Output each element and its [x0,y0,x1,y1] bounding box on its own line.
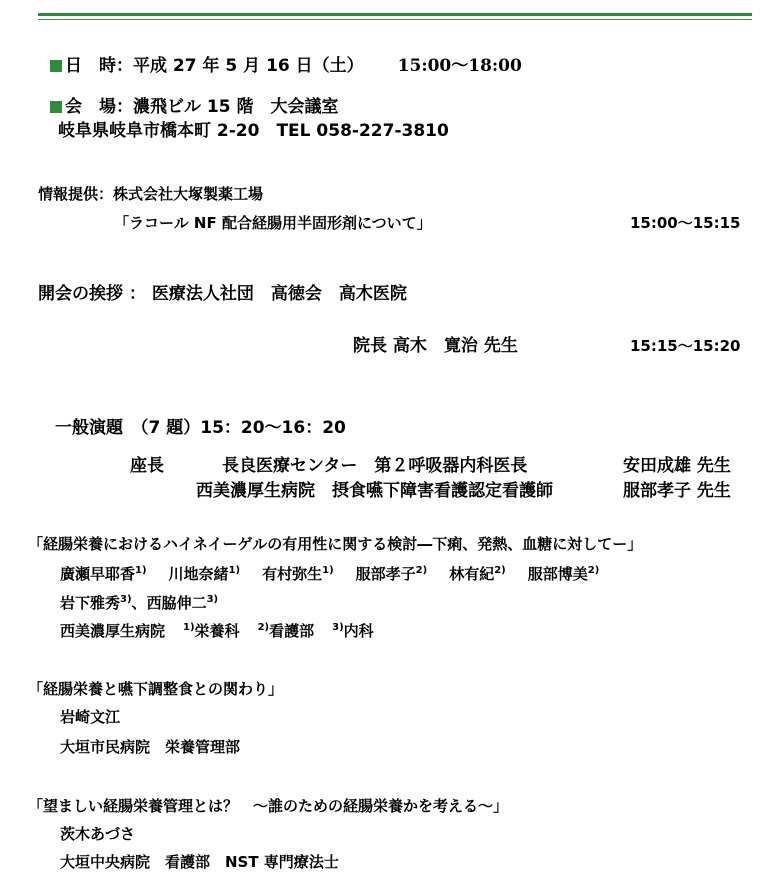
author-sup: 3) [206,594,219,605]
talk2-affiliation: 大垣市民病院 栄養管理部 [60,738,241,756]
info-provider: 情報提供：株式会社大塚製薬工場 [38,185,264,203]
date-line [50,55,522,77]
author-name: 服部孝子 [355,565,416,583]
author-name: 有村弥生 [262,565,323,583]
talk1-title: 「経腸栄養におけるハイネイーゲルの有用性に関する検討―下痢、発熱、血糖に対してー」 [28,535,643,553]
talk2-title: 「経腸栄養と嚥下調整食との関わり」 [28,680,284,698]
header-rule-thick [38,13,752,16]
venue-label: 会 場： [65,97,133,117]
venue-line [50,96,339,118]
author-separator: 、 [131,594,147,612]
date-value: 平成 27 年 5 月 16 日（土） [133,56,364,76]
talk1-authors-line1 [60,563,599,588]
talk3-author: 茨木あづさ [60,825,136,843]
opening-time: 15:15〜15:20 [630,337,741,355]
talk2-author: 岩崎文江 [60,708,121,726]
affil-dept: 看護部 [269,622,315,640]
author-sup: 1) [228,565,241,576]
chair-label: 座長 [130,456,164,476]
affil-sup: 1) [183,622,195,633]
affil-dept: 内科 [343,622,374,640]
green-square-bullet-icon [50,60,62,72]
chair1-name: 安田成雄 先生 [623,456,731,476]
general-heading: 一般演題 （7 題）15：20〜16：20 [55,418,346,438]
affil-sup: 2) [257,622,270,633]
opening-speaker: 院長 高木 寛治 先生 [353,336,518,356]
author-name: 川地奈緒 [168,565,229,583]
talk1-authors-line2 [60,592,218,617]
author-sup: 2) [587,565,600,576]
author-name: 服部博美 [527,565,588,583]
chair2-org: 西美濃厚生病院 摂食嚥下障害看護認定看護師 [196,481,553,501]
affil-sup: 3) [332,622,344,633]
talk3-affiliation: 大垣中央病院 看護部 NST 専門療法士 [60,853,339,871]
author-sup: 3) [120,594,132,605]
opening-text: 開会の挨拶 ： 医療法人社団 高徳会 高木医院 [38,284,407,304]
info-title: 「ラコール NF 配合経腸用半固形剤について」 [114,214,432,232]
author-name: 廣瀬早耶香 [60,565,136,583]
chair1-org: 長良医療センター 第２呼吸器内科医長 [222,456,528,476]
venue-value: 濃飛ビル 15 階 大会議室 [133,97,339,117]
author-name: 林有紀 [449,565,495,583]
affil-org: 西美濃厚生病院 [60,622,166,640]
venue-address: 岐阜県岐阜市橋本町 2-20 TEL 058-227-3810 [58,121,449,141]
author-sup: 1) [135,565,147,576]
affil-dept: 栄養科 [194,622,240,640]
info-time: 15:00〜15:15 [630,214,741,232]
author-name: 岩下雅秀 [60,594,121,612]
time-value: 15:00〜18:00 [397,56,522,76]
author-sup: 1) [322,565,334,576]
date-label: 日 時： [65,56,133,76]
chair2-name: 服部孝子 先生 [623,481,731,501]
author-sup: 2) [415,565,428,576]
talk1-affiliation [60,620,374,645]
talk3-title: 「望ましい経腸栄養管理とは？ 〜誰のための経腸栄養かを考える〜」 [28,797,509,815]
green-square-bullet-icon [50,101,62,113]
author-name: 西脇伸二 [146,594,207,612]
header-rule-thin [38,19,752,20]
author-sup: 2) [494,565,506,576]
